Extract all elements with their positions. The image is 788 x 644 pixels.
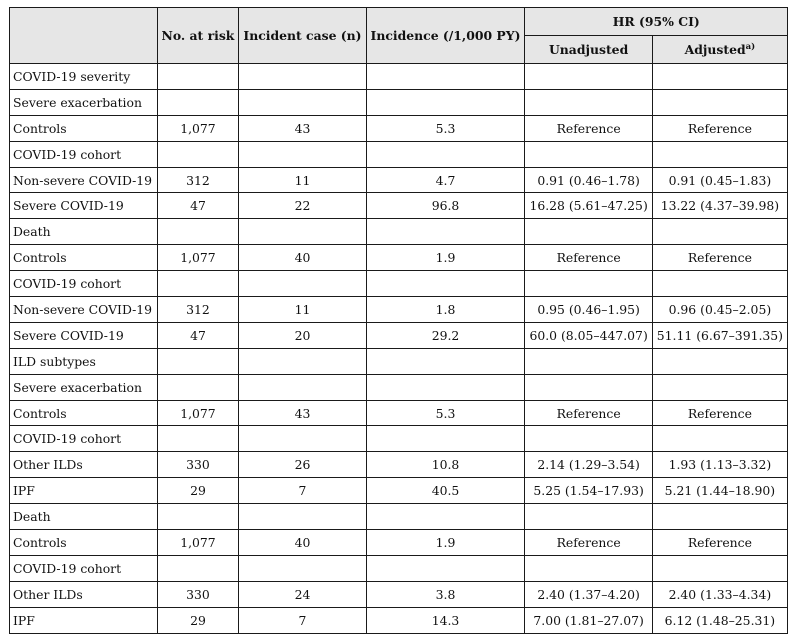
cell-cases: 40 <box>239 245 366 271</box>
cell-incidence: 10.8 <box>366 452 525 478</box>
row-label: Other ILDs <box>10 581 158 607</box>
table-row <box>10 426 788 452</box>
header-hr: HR (95% CI) <box>525 8 788 36</box>
cell-risk <box>157 374 239 400</box>
cell-unadjusted <box>525 374 652 400</box>
row-label: Other ILDs <box>10 452 158 478</box>
cell-unadjusted: 7.00 (1.81–27.07) <box>525 607 652 633</box>
header-blank <box>10 8 158 64</box>
cell-incidence: 1.9 <box>366 530 525 556</box>
cell-unadjusted <box>525 271 652 297</box>
cell-adjusted <box>652 89 787 115</box>
table-row <box>10 141 788 167</box>
cell-adjusted <box>652 374 787 400</box>
cell-adjusted: Reference <box>652 400 787 426</box>
cell-incidence <box>366 426 525 452</box>
cell-cases: 26 <box>239 452 366 478</box>
cell-cases: 11 <box>239 297 366 323</box>
cell-incidence: 14.3 <box>366 607 525 633</box>
cell-incidence: 5.3 <box>366 400 525 426</box>
cell-cases: 7 <box>239 478 366 504</box>
cell-unadjusted: Reference <box>525 400 652 426</box>
cell-incidence: 4.7 <box>366 167 525 193</box>
cell-cases: 43 <box>239 115 366 141</box>
cell-adjusted: 5.21 (1.44–18.90) <box>652 478 787 504</box>
cell-adjusted: 13.22 (4.37–39.98) <box>652 193 787 219</box>
table-row <box>10 348 788 374</box>
cell-adjusted: 2.40 (1.33–4.34) <box>652 581 787 607</box>
cell-cases: 43 <box>239 400 366 426</box>
cell-incidence: 1.9 <box>366 245 525 271</box>
cell-risk <box>157 64 239 90</box>
table-row <box>10 193 788 219</box>
cell-incidence: 40.5 <box>366 478 525 504</box>
row-label: Controls <box>10 115 158 141</box>
table-row <box>10 219 788 245</box>
cell-unadjusted: Reference <box>525 530 652 556</box>
cell-incidence: 96.8 <box>366 193 525 219</box>
table-row <box>10 271 788 297</box>
table-row <box>10 478 788 504</box>
cell-risk: 29 <box>157 607 239 633</box>
cell-risk: 1,077 <box>157 530 239 556</box>
cell-risk <box>157 348 239 374</box>
row-label: COVID-19 cohort <box>10 141 158 167</box>
cell-unadjusted <box>525 89 652 115</box>
cell-adjusted: Reference <box>652 530 787 556</box>
cell-adjusted: Reference <box>652 245 787 271</box>
table-row <box>10 374 788 400</box>
cell-adjusted <box>652 141 787 167</box>
cell-cases: 11 <box>239 167 366 193</box>
row-label: COVID-19 severity <box>10 64 158 90</box>
cell-cases <box>239 555 366 581</box>
cell-adjusted <box>652 64 787 90</box>
cell-risk <box>157 271 239 297</box>
table-row <box>10 115 788 141</box>
cell-unadjusted: 2.14 (1.29–3.54) <box>525 452 652 478</box>
cell-unadjusted: Reference <box>525 245 652 271</box>
cell-unadjusted <box>525 141 652 167</box>
cell-risk <box>157 555 239 581</box>
cell-incidence <box>366 64 525 90</box>
row-label: Controls <box>10 245 158 271</box>
cell-incidence <box>366 141 525 167</box>
header-adjusted-footnote: a) <box>745 41 756 52</box>
cell-adjusted <box>652 426 787 452</box>
header-adjusted-text: Adjusted <box>684 42 746 58</box>
table-row <box>10 167 788 193</box>
row-label: Controls <box>10 400 158 426</box>
cell-adjusted: 0.91 (0.45–1.83) <box>652 167 787 193</box>
row-label: COVID-19 cohort <box>10 271 158 297</box>
cell-risk: 1,077 <box>157 115 239 141</box>
cell-risk: 330 <box>157 581 239 607</box>
row-label: COVID-19 cohort <box>10 426 158 452</box>
cell-risk: 29 <box>157 478 239 504</box>
cell-risk <box>157 219 239 245</box>
row-label: Severe exacerbation <box>10 89 158 115</box>
cell-risk <box>157 141 239 167</box>
cell-unadjusted: Reference <box>525 115 652 141</box>
cell-adjusted: 0.96 (0.45–2.05) <box>652 297 787 323</box>
cell-risk <box>157 89 239 115</box>
cell-unadjusted: 5.25 (1.54–17.93) <box>525 478 652 504</box>
cell-cases <box>239 141 366 167</box>
table-row <box>10 64 788 90</box>
cell-incidence: 3.8 <box>366 581 525 607</box>
header-adjusted <box>652 36 787 64</box>
table-row <box>10 555 788 581</box>
row-label: Non-severe COVID-19 <box>10 297 158 323</box>
cell-cases <box>239 89 366 115</box>
cell-incidence <box>366 89 525 115</box>
row-label: IPF <box>10 607 158 633</box>
cell-risk: 47 <box>157 322 239 348</box>
cell-unadjusted: 16.28 (5.61–47.25) <box>525 193 652 219</box>
hazard-ratio-table <box>9 7 788 634</box>
cell-cases <box>239 64 366 90</box>
cell-risk: 330 <box>157 452 239 478</box>
cell-adjusted <box>652 348 787 374</box>
cell-unadjusted <box>525 64 652 90</box>
header-incidence: Incidence (/1,000 PY) <box>366 8 525 64</box>
row-label: Severe exacerbation <box>10 374 158 400</box>
cell-risk: 312 <box>157 297 239 323</box>
cell-adjusted: 6.12 (1.48–25.31) <box>652 607 787 633</box>
cell-risk: 47 <box>157 193 239 219</box>
row-label: Severe COVID-19 <box>10 193 158 219</box>
table-row <box>10 504 788 530</box>
table-row <box>10 89 788 115</box>
cell-adjusted: Reference <box>652 115 787 141</box>
table-row <box>10 607 788 633</box>
header-row-1 <box>10 8 788 36</box>
cell-cases <box>239 348 366 374</box>
cell-risk: 1,077 <box>157 245 239 271</box>
row-label: Controls <box>10 530 158 556</box>
row-label: ILD subtypes <box>10 348 158 374</box>
cell-risk: 1,077 <box>157 400 239 426</box>
cell-cases <box>239 219 366 245</box>
cell-cases: 24 <box>239 581 366 607</box>
table-body <box>10 64 788 634</box>
cell-risk: 312 <box>157 167 239 193</box>
cell-adjusted <box>652 555 787 581</box>
cell-incidence: 5.3 <box>366 115 525 141</box>
row-label: COVID-19 cohort <box>10 555 158 581</box>
cell-cases: 22 <box>239 193 366 219</box>
table-row <box>10 245 788 271</box>
table-row <box>10 581 788 607</box>
cell-unadjusted <box>525 348 652 374</box>
cell-cases: 40 <box>239 530 366 556</box>
table-row <box>10 322 788 348</box>
cell-incidence: 1.8 <box>366 297 525 323</box>
cell-unadjusted <box>525 219 652 245</box>
table-container <box>9 7 788 634</box>
row-label: Death <box>10 504 158 530</box>
cell-incidence <box>366 348 525 374</box>
cell-cases <box>239 426 366 452</box>
cell-unadjusted <box>525 426 652 452</box>
cell-unadjusted: 0.91 (0.46–1.78) <box>525 167 652 193</box>
cell-adjusted <box>652 504 787 530</box>
cell-unadjusted: 2.40 (1.37–4.20) <box>525 581 652 607</box>
cell-unadjusted: 60.0 (8.05–447.07) <box>525 322 652 348</box>
cell-cases: 20 <box>239 322 366 348</box>
table-row <box>10 530 788 556</box>
cell-adjusted: 1.93 (1.13–3.32) <box>652 452 787 478</box>
row-label: Severe COVID-19 <box>10 322 158 348</box>
cell-risk <box>157 426 239 452</box>
table-row <box>10 452 788 478</box>
row-label: IPF <box>10 478 158 504</box>
cell-adjusted: 51.11 (6.67–391.35) <box>652 322 787 348</box>
header-unadjusted: Unadjusted <box>525 36 652 64</box>
row-label: Non-severe COVID-19 <box>10 167 158 193</box>
cell-unadjusted <box>525 555 652 581</box>
cell-adjusted <box>652 271 787 297</box>
cell-adjusted <box>652 219 787 245</box>
cell-incidence <box>366 219 525 245</box>
row-label: Death <box>10 219 158 245</box>
cell-cases <box>239 374 366 400</box>
cell-risk <box>157 504 239 530</box>
cell-cases <box>239 504 366 530</box>
cell-incidence: 29.2 <box>366 322 525 348</box>
cell-unadjusted: 0.95 (0.46–1.95) <box>525 297 652 323</box>
cell-incidence <box>366 374 525 400</box>
header-risk: No. at risk <box>157 8 239 64</box>
cell-incidence <box>366 271 525 297</box>
cell-incidence <box>366 555 525 581</box>
cell-unadjusted <box>525 504 652 530</box>
cell-incidence <box>366 504 525 530</box>
cell-cases <box>239 271 366 297</box>
cell-cases: 7 <box>239 607 366 633</box>
header-incident: Incident case (n) <box>239 8 366 64</box>
table-row <box>10 400 788 426</box>
table-row <box>10 297 788 323</box>
